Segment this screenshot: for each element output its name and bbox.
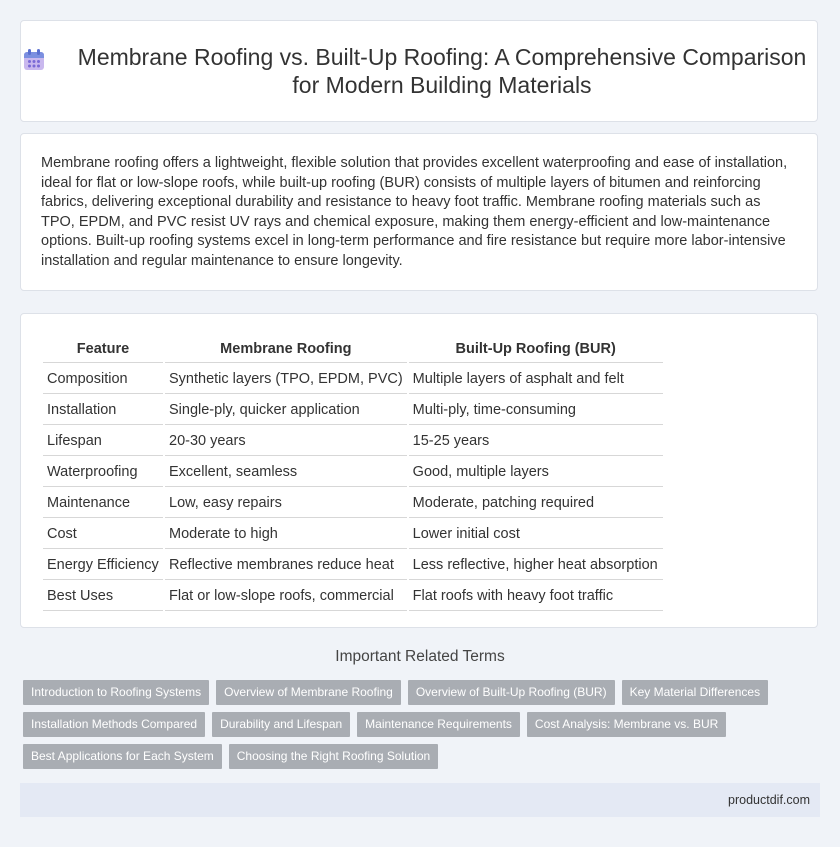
tag-link[interactable]: Choosing the Right Roofing Solution: [229, 744, 438, 769]
row-feature: Energy Efficiency: [43, 551, 163, 580]
table-row: [43, 551, 663, 580]
tag-link[interactable]: Introduction to Roofing Systems: [23, 680, 209, 705]
related-tags: [23, 680, 813, 776]
row-membrane: Low, easy repairs: [165, 489, 407, 518]
table-row: [43, 520, 663, 549]
row-membrane: Moderate to high: [165, 520, 407, 549]
footer: [20, 783, 820, 817]
row-bur: Good, multiple layers: [409, 458, 663, 487]
table-row: [43, 582, 663, 611]
table-row: [43, 427, 663, 456]
table-row: [43, 489, 663, 518]
row-feature: Cost: [43, 520, 163, 549]
tag-link[interactable]: Key Material Differences: [622, 680, 769, 705]
row-membrane: 20-30 years: [165, 427, 407, 456]
row-bur: Lower initial cost: [409, 520, 663, 549]
table-row: [43, 396, 663, 425]
tag-link[interactable]: Installation Methods Compared: [23, 712, 205, 737]
row-feature: Lifespan: [43, 427, 163, 456]
tag-link[interactable]: Overview of Built-Up Roofing (BUR): [408, 680, 615, 705]
comparison-card: [20, 313, 818, 628]
title-wrap: [21, 43, 817, 99]
calendar-icon: [21, 47, 47, 73]
comparison-table: [41, 334, 665, 613]
row-bur: Multiple layers of asphalt and felt: [409, 365, 663, 394]
row-membrane: Synthetic layers (TPO, EPDM, PVC): [165, 365, 407, 394]
row-membrane: Excellent, seamless: [165, 458, 407, 487]
tag-link[interactable]: Durability and Lifespan: [212, 712, 350, 737]
intro-card: [20, 133, 818, 291]
related-terms-title: Important Related Terms: [335, 648, 505, 665]
header-feature: Feature: [43, 336, 163, 363]
title-card: [20, 20, 818, 122]
row-bur: Multi-ply, time-consuming: [409, 396, 663, 425]
table-header-row: [43, 336, 663, 363]
row-feature: Best Uses: [43, 582, 163, 611]
tag-link[interactable]: Overview of Membrane Roofing: [216, 680, 401, 705]
row-feature: Installation: [43, 396, 163, 425]
row-feature: Waterproofing: [43, 458, 163, 487]
table-row: [43, 365, 663, 394]
row-membrane: Flat or low-slope roofs, commercial: [165, 582, 407, 611]
footer-site-link[interactable]: productdif.com: [728, 793, 810, 807]
tag-link[interactable]: Cost Analysis: Membrane vs. BUR: [527, 712, 726, 737]
row-feature: Maintenance: [43, 489, 163, 518]
row-bur: Moderate, patching required: [409, 489, 663, 518]
row-membrane: Single-ply, quicker application: [165, 396, 407, 425]
table-row: [43, 458, 663, 487]
page-title: Membrane Roofing vs. Built-Up Roofing: A Comprehensive Comparison for Modern Building Materials: [77, 44, 807, 98]
intro-paragraph: Membrane roofing offers a lightweight, flexible solution that provides excellent waterproofing and ease of installation, ideal for flat or low-slope roofs, while built-up roofing (BUR) consists of multiple layers of bitumen and reinforcing fabrics, delivering exceptional durability and resistance to heavy foot traffic. Membrane roofing materials such as TPO, EPDM, and PVC resist UV rays and chemical exposure, making them energy-efficient and low-maintenance options. Built-up roofing systems excel in long-term performance and fire resistance but require more labor-intensive installation and regular maintenance to ensure longevity.: [41, 155, 788, 269]
row-bur: Flat roofs with heavy foot traffic: [409, 582, 663, 611]
header-membrane: Membrane Roofing: [165, 336, 407, 363]
row-bur: Less reflective, higher heat absorption: [409, 551, 663, 580]
row-membrane: Reflective membranes reduce heat: [165, 551, 407, 580]
row-feature: Composition: [43, 365, 163, 394]
header-bur: Built-Up Roofing (BUR): [409, 336, 663, 363]
tag-link[interactable]: Best Applications for Each System: [23, 744, 222, 769]
tag-link[interactable]: Maintenance Requirements: [357, 712, 520, 737]
row-bur: 15-25 years: [409, 427, 663, 456]
